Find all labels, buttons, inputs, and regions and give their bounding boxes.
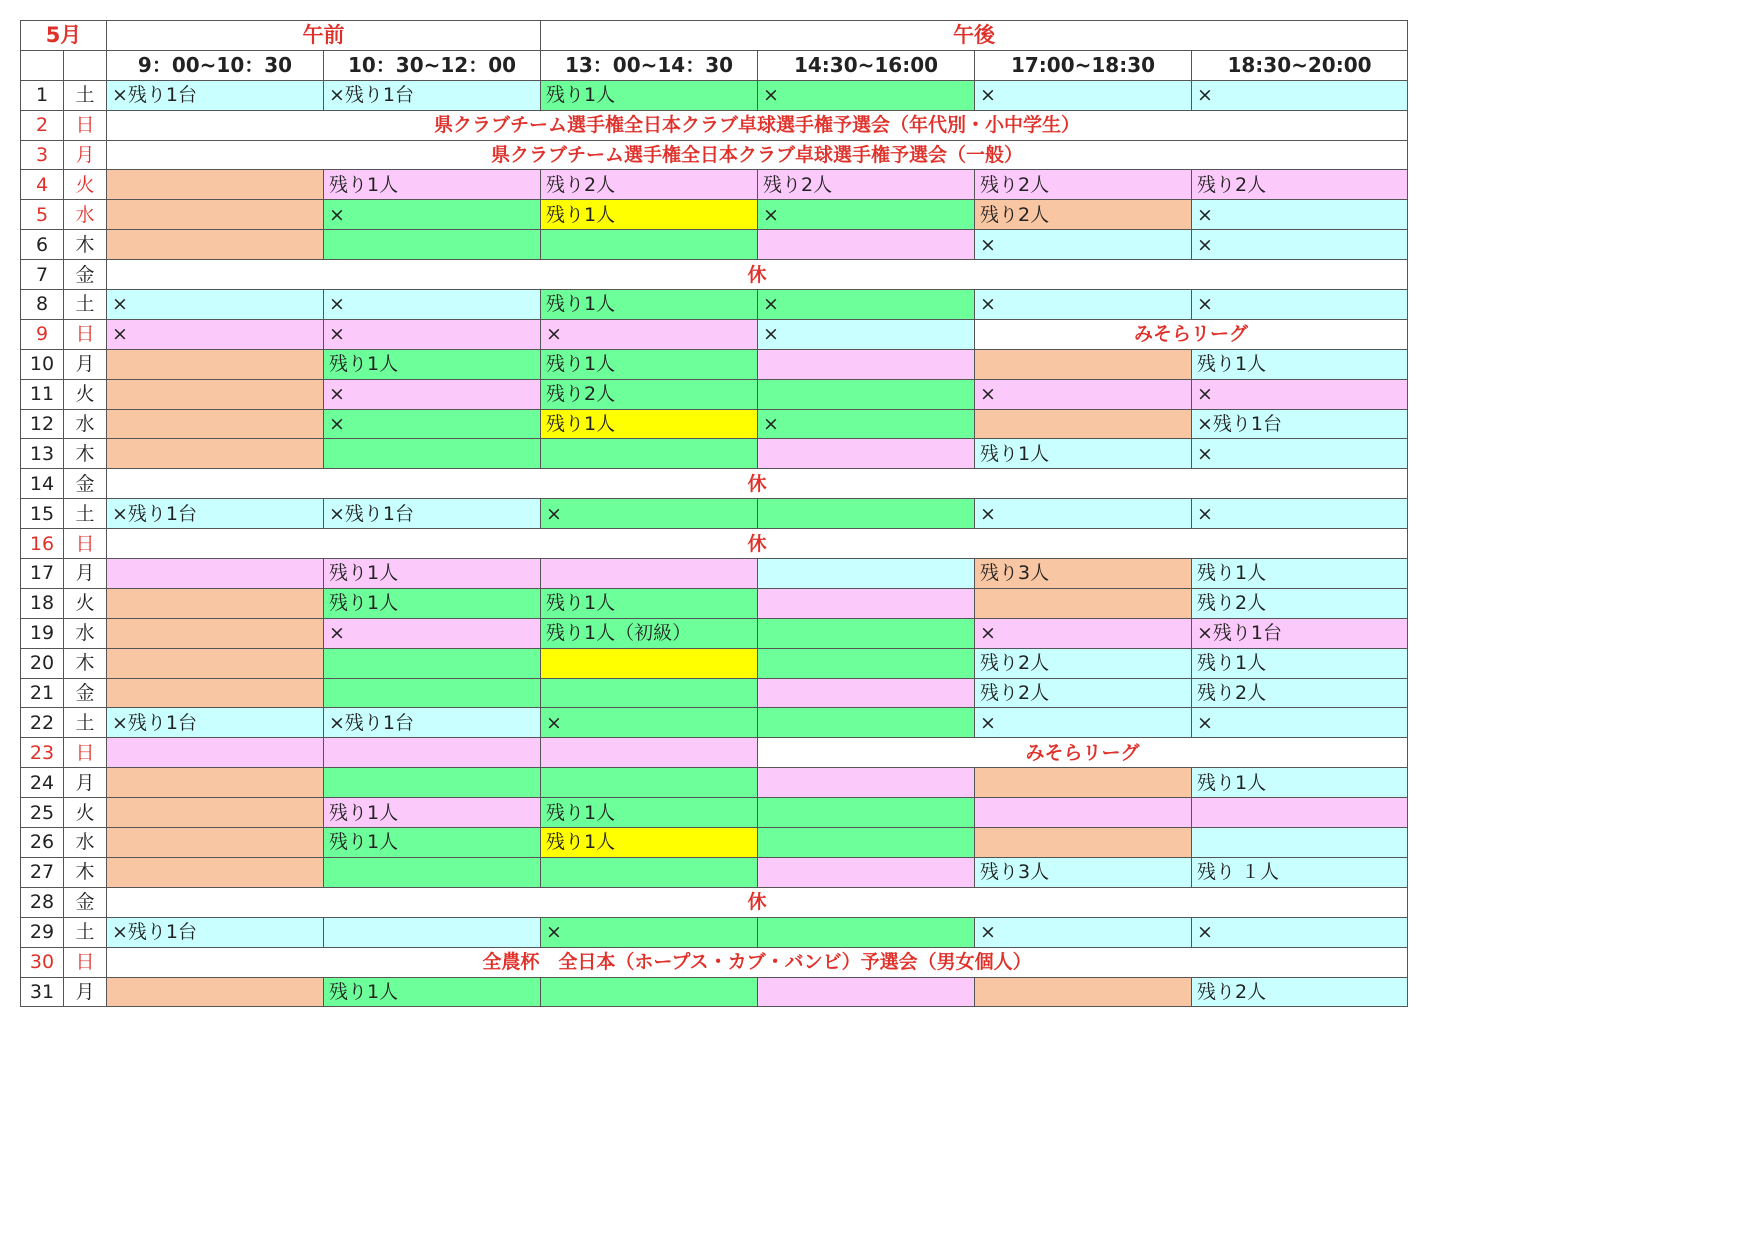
weekday: 水 — [64, 618, 107, 648]
day-row — [21, 200, 1408, 230]
slot-cell[interactable]: 残り2人 — [975, 648, 1192, 678]
event-banner: 全農杯 全日本（ホープス・カブ・バンビ）予選会（男女個人） — [107, 947, 1408, 977]
slot-cell[interactable]: 残り1人 — [541, 588, 758, 618]
slot-cell[interactable] — [107, 559, 324, 589]
slot-cell[interactable] — [324, 857, 541, 887]
slot-cell[interactable] — [324, 738, 541, 768]
header-row-slots — [21, 50, 1408, 80]
day-row — [21, 678, 1408, 708]
slot-cell[interactable] — [758, 588, 975, 618]
day-number: 22 — [21, 708, 64, 738]
day-number: 10 — [21, 349, 64, 379]
slot-cell[interactable] — [975, 768, 1192, 798]
slot-cell[interactable]: × — [975, 618, 1192, 648]
slot-cell[interactable] — [541, 857, 758, 887]
slot-cell[interactable] — [107, 798, 324, 828]
day-row — [21, 319, 1408, 349]
header-blank-date — [21, 50, 64, 80]
event-banner: 県クラブチーム選手権全日本クラブ卓球選手権予選会（一般） — [107, 140, 1408, 170]
slot-cell[interactable] — [107, 738, 324, 768]
day-number: 5 — [21, 200, 64, 230]
slot-cell[interactable] — [541, 230, 758, 260]
weekday: 金 — [64, 260, 107, 290]
weekday: 日 — [64, 319, 107, 349]
day-row — [21, 110, 1408, 140]
weekday: 月 — [64, 559, 107, 589]
weekday: 木 — [64, 857, 107, 887]
slot-cell[interactable]: 残り1人 — [541, 349, 758, 379]
slot-cell[interactable] — [758, 708, 975, 738]
slot-cell[interactable] — [107, 768, 324, 798]
slot-cell[interactable]: 残り2人 — [1192, 678, 1408, 708]
slot-cell[interactable] — [541, 977, 758, 1007]
day-number: 18 — [21, 588, 64, 618]
day-row — [21, 588, 1408, 618]
slot-cell[interactable]: × — [975, 499, 1192, 529]
day-number: 28 — [21, 887, 64, 917]
slot-cell[interactable]: × — [1192, 80, 1408, 110]
day-row — [21, 917, 1408, 947]
slot-cell[interactable] — [541, 678, 758, 708]
day-number: 1 — [21, 80, 64, 110]
slot-cell[interactable] — [758, 828, 975, 858]
slot-cell[interactable]: × — [975, 230, 1192, 260]
day-number: 14 — [21, 469, 64, 499]
day-row — [21, 738, 1408, 768]
slot-cell[interactable] — [758, 618, 975, 648]
day-row — [21, 857, 1408, 887]
day-row — [21, 499, 1408, 529]
slot-cell[interactable] — [107, 857, 324, 887]
weekday: 水 — [64, 200, 107, 230]
slot-cell[interactable]: × — [324, 379, 541, 409]
slot-header: 14:30~16:00 — [758, 50, 975, 80]
day-row — [21, 290, 1408, 320]
slot-cell[interactable]: × — [324, 290, 541, 320]
slot-cell[interactable] — [324, 678, 541, 708]
slot-cell[interactable]: 残り1人 — [541, 80, 758, 110]
weekday: 月 — [64, 140, 107, 170]
slot-cell[interactable]: 残り3人 — [975, 857, 1192, 887]
slot-cell[interactable]: × — [541, 917, 758, 947]
day-number: 9 — [21, 319, 64, 349]
slot-cell[interactable] — [975, 588, 1192, 618]
weekday: 月 — [64, 768, 107, 798]
slot-cell[interactable] — [758, 230, 975, 260]
slot-header: 18:30~20:00 — [1192, 50, 1408, 80]
slot-cell[interactable] — [541, 738, 758, 768]
slot-cell[interactable]: × — [975, 917, 1192, 947]
day-row — [21, 768, 1408, 798]
weekday: 火 — [64, 170, 107, 200]
slot-cell[interactable] — [107, 678, 324, 708]
slot-cell[interactable] — [1192, 828, 1408, 858]
slot-cell[interactable]: × — [1192, 379, 1408, 409]
slot-cell[interactable]: × — [107, 319, 324, 349]
slot-cell[interactable]: 残り3人 — [975, 559, 1192, 589]
slot-cell[interactable]: 残り1人 — [1192, 648, 1408, 678]
day-row — [21, 439, 1408, 469]
slot-cell[interactable] — [1192, 798, 1408, 828]
schedule-table — [20, 20, 1408, 1007]
day-row — [21, 887, 1408, 917]
slot-cell[interactable]: × — [541, 708, 758, 738]
slot-cell[interactable]: 残り1人（初級） — [541, 618, 758, 648]
slot-cell[interactable] — [324, 768, 541, 798]
am-label: 午前 — [107, 21, 541, 51]
slot-cell[interactable] — [107, 349, 324, 379]
slot-cell[interactable] — [107, 200, 324, 230]
slot-cell[interactable]: 残り1人 — [324, 349, 541, 379]
slot-cell[interactable]: 残り2人 — [541, 379, 758, 409]
slot-cell[interactable] — [107, 648, 324, 678]
slot-cell[interactable] — [758, 499, 975, 529]
slot-cell[interactable] — [541, 648, 758, 678]
weekday: 日 — [64, 529, 107, 559]
slot-cell[interactable]: × — [541, 319, 758, 349]
event-banner: みそらリーグ — [758, 738, 1408, 768]
slot-cell[interactable]: ×残り1台 — [324, 708, 541, 738]
slot-cell[interactable] — [107, 588, 324, 618]
slot-cell[interactable] — [107, 170, 324, 200]
slot-cell[interactable]: 残り1人 — [324, 559, 541, 589]
day-row — [21, 349, 1408, 379]
day-number: 31 — [21, 977, 64, 1007]
day-row — [21, 469, 1408, 499]
schedule-body — [21, 80, 1408, 1007]
slot-cell[interactable]: × — [975, 379, 1192, 409]
day-row — [21, 170, 1408, 200]
slot-cell[interactable]: × — [975, 290, 1192, 320]
weekday: 日 — [64, 110, 107, 140]
slot-cell[interactable] — [107, 409, 324, 439]
slot-cell[interactable] — [324, 917, 541, 947]
event-banner: 休 — [107, 529, 1408, 559]
slot-cell[interactable]: 残り2人 — [1192, 588, 1408, 618]
slot-cell[interactable]: 残り1人 — [541, 290, 758, 320]
day-number: 3 — [21, 140, 64, 170]
event-banner: 休 — [107, 887, 1408, 917]
slot-cell[interactable] — [758, 857, 975, 887]
day-row — [21, 230, 1408, 260]
weekday: 木 — [64, 230, 107, 260]
slot-cell[interactable]: 残り2人 — [758, 170, 975, 200]
weekday: 木 — [64, 648, 107, 678]
weekday: 月 — [64, 349, 107, 379]
slot-cell[interactable]: 残り1人 — [1192, 768, 1408, 798]
weekday: 土 — [64, 499, 107, 529]
weekday: 火 — [64, 379, 107, 409]
weekday: 土 — [64, 290, 107, 320]
slot-cell[interactable]: 残り1人 — [541, 828, 758, 858]
slot-header: 13：00~14：30 — [541, 50, 758, 80]
weekday: 火 — [64, 798, 107, 828]
day-number: 19 — [21, 618, 64, 648]
day-number: 7 — [21, 260, 64, 290]
pm-label: 午後 — [541, 21, 1408, 51]
slot-cell[interactable]: 残り1人 — [541, 798, 758, 828]
slot-cell[interactable]: 残り2人 — [541, 170, 758, 200]
day-number: 4 — [21, 170, 64, 200]
slot-cell[interactable]: × — [758, 290, 975, 320]
slot-cell[interactable] — [324, 439, 541, 469]
slot-cell[interactable]: 残り2人 — [975, 200, 1192, 230]
slot-cell[interactable] — [975, 409, 1192, 439]
weekday: 土 — [64, 708, 107, 738]
slot-cell[interactable] — [975, 798, 1192, 828]
slot-cell[interactable]: × — [758, 80, 975, 110]
event-banner: 休 — [107, 469, 1408, 499]
day-number: 30 — [21, 947, 64, 977]
slot-cell[interactable]: 残り1人 — [975, 439, 1192, 469]
slot-cell[interactable] — [107, 379, 324, 409]
slot-cell[interactable] — [758, 678, 975, 708]
slot-cell[interactable] — [975, 977, 1192, 1007]
day-row — [21, 559, 1408, 589]
day-number: 15 — [21, 499, 64, 529]
event-banner: 県クラブチーム選手権全日本クラブ卓球選手権予選会（年代別・小中学生） — [107, 110, 1408, 140]
weekday: 木 — [64, 439, 107, 469]
slot-cell[interactable]: 残り1人 — [324, 588, 541, 618]
slot-header: 9：00~10：30 — [107, 50, 324, 80]
slot-cell[interactable]: × — [324, 319, 541, 349]
slot-cell[interactable]: × — [1192, 200, 1408, 230]
slot-cell[interactable]: × — [1192, 917, 1408, 947]
header-row-periods — [21, 21, 1408, 51]
day-number: 13 — [21, 439, 64, 469]
day-row — [21, 260, 1408, 290]
day-number: 25 — [21, 798, 64, 828]
slot-cell[interactable] — [758, 439, 975, 469]
weekday: 土 — [64, 80, 107, 110]
slot-cell[interactable]: ×残り1台 — [1192, 409, 1408, 439]
day-row — [21, 379, 1408, 409]
slot-cell[interactable] — [107, 230, 324, 260]
day-row — [21, 618, 1408, 648]
day-number: 11 — [21, 379, 64, 409]
day-number: 8 — [21, 290, 64, 320]
slot-cell[interactable] — [758, 379, 975, 409]
slot-cell[interactable]: 残り1人 — [324, 828, 541, 858]
day-row — [21, 798, 1408, 828]
slot-cell[interactable]: × — [975, 80, 1192, 110]
day-number: 21 — [21, 678, 64, 708]
slot-cell[interactable]: × — [1192, 708, 1408, 738]
day-number: 12 — [21, 409, 64, 439]
slot-cell[interactable]: 残り １人 — [1192, 857, 1408, 887]
slot-cell[interactable]: × — [324, 618, 541, 648]
slot-cell[interactable] — [758, 768, 975, 798]
weekday: 水 — [64, 409, 107, 439]
day-number: 23 — [21, 738, 64, 768]
slot-cell[interactable]: × — [758, 319, 975, 349]
slot-cell[interactable]: 残り1人 — [324, 170, 541, 200]
slot-cell[interactable]: × — [324, 409, 541, 439]
weekday: 金 — [64, 469, 107, 499]
slot-cell[interactable] — [107, 977, 324, 1007]
slot-cell[interactable] — [975, 349, 1192, 379]
slot-cell[interactable] — [758, 349, 975, 379]
weekday: 日 — [64, 738, 107, 768]
slot-cell[interactable]: 残り2人 — [975, 678, 1192, 708]
day-number: 26 — [21, 828, 64, 858]
slot-cell[interactable]: ×残り1台 — [107, 80, 324, 110]
slot-cell[interactable]: ×残り1台 — [107, 708, 324, 738]
slot-cell[interactable] — [107, 439, 324, 469]
slot-header: 17:00~18:30 — [975, 50, 1192, 80]
day-number: 24 — [21, 768, 64, 798]
day-number: 17 — [21, 559, 64, 589]
slot-cell[interactable]: × — [758, 409, 975, 439]
slot-cell[interactable]: × — [1192, 439, 1408, 469]
slot-cell[interactable]: × — [541, 499, 758, 529]
day-row — [21, 140, 1408, 170]
slot-cell[interactable]: 残り1人 — [1192, 349, 1408, 379]
slot-cell[interactable] — [541, 768, 758, 798]
slot-cell[interactable] — [758, 977, 975, 1007]
day-row — [21, 977, 1408, 1007]
slot-cell[interactable]: ×残り1台 — [324, 80, 541, 110]
slot-cell[interactable] — [541, 439, 758, 469]
slot-cell[interactable]: × — [975, 708, 1192, 738]
slot-cell[interactable] — [324, 230, 541, 260]
slot-cell[interactable]: 残り1人 — [541, 200, 758, 230]
slot-cell[interactable]: × — [1192, 290, 1408, 320]
day-row — [21, 708, 1408, 738]
weekday: 土 — [64, 917, 107, 947]
slot-cell[interactable] — [107, 828, 324, 858]
day-row — [21, 409, 1408, 439]
day-number: 16 — [21, 529, 64, 559]
day-number: 27 — [21, 857, 64, 887]
slot-cell[interactable]: × — [758, 200, 975, 230]
slot-cell[interactable]: ×残り1台 — [1192, 618, 1408, 648]
slot-cell[interactable]: × — [1192, 230, 1408, 260]
day-row — [21, 80, 1408, 110]
slot-cell[interactable]: 残り1人 — [1192, 559, 1408, 589]
header-blank-weekday — [64, 50, 107, 80]
slot-cell[interactable] — [758, 559, 975, 589]
day-number: 20 — [21, 648, 64, 678]
slot-header: 10：30~12：00 — [324, 50, 541, 80]
day-row — [21, 648, 1408, 678]
slot-cell[interactable] — [324, 648, 541, 678]
day-number: 6 — [21, 230, 64, 260]
weekday: 水 — [64, 828, 107, 858]
slot-cell[interactable] — [758, 917, 975, 947]
slot-cell[interactable]: 残り2人 — [975, 170, 1192, 200]
day-number: 29 — [21, 917, 64, 947]
slot-cell[interactable]: 残り1人 — [324, 798, 541, 828]
slot-cell[interactable]: 残り1人 — [541, 409, 758, 439]
slot-cell[interactable] — [758, 648, 975, 678]
weekday: 金 — [64, 887, 107, 917]
day-row — [21, 828, 1408, 858]
slot-cell[interactable]: ×残り1台 — [107, 917, 324, 947]
day-row — [21, 529, 1408, 559]
slot-cell[interactable]: 残り1人 — [324, 977, 541, 1007]
event-banner: 休 — [107, 260, 1408, 290]
slot-cell[interactable] — [758, 798, 975, 828]
slot-cell[interactable] — [107, 618, 324, 648]
slot-cell[interactable]: ×残り1台 — [324, 499, 541, 529]
slot-cell[interactable] — [541, 559, 758, 589]
slot-cell[interactable]: 残り2人 — [1192, 170, 1408, 200]
weekday: 金 — [64, 678, 107, 708]
day-number: 2 — [21, 110, 64, 140]
weekday: 火 — [64, 588, 107, 618]
slot-cell[interactable] — [975, 828, 1192, 858]
slot-cell[interactable]: × — [107, 290, 324, 320]
weekday: 月 — [64, 977, 107, 1007]
slot-cell[interactable]: 残り2人 — [1192, 977, 1408, 1007]
month-label: 5月 — [21, 21, 107, 51]
slot-cell[interactable]: × — [1192, 499, 1408, 529]
event-banner: みそらリーグ — [975, 319, 1408, 349]
slot-cell[interactable]: ×残り1台 — [107, 499, 324, 529]
day-row — [21, 947, 1408, 977]
weekday: 日 — [64, 947, 107, 977]
slot-cell[interactable]: × — [324, 200, 541, 230]
